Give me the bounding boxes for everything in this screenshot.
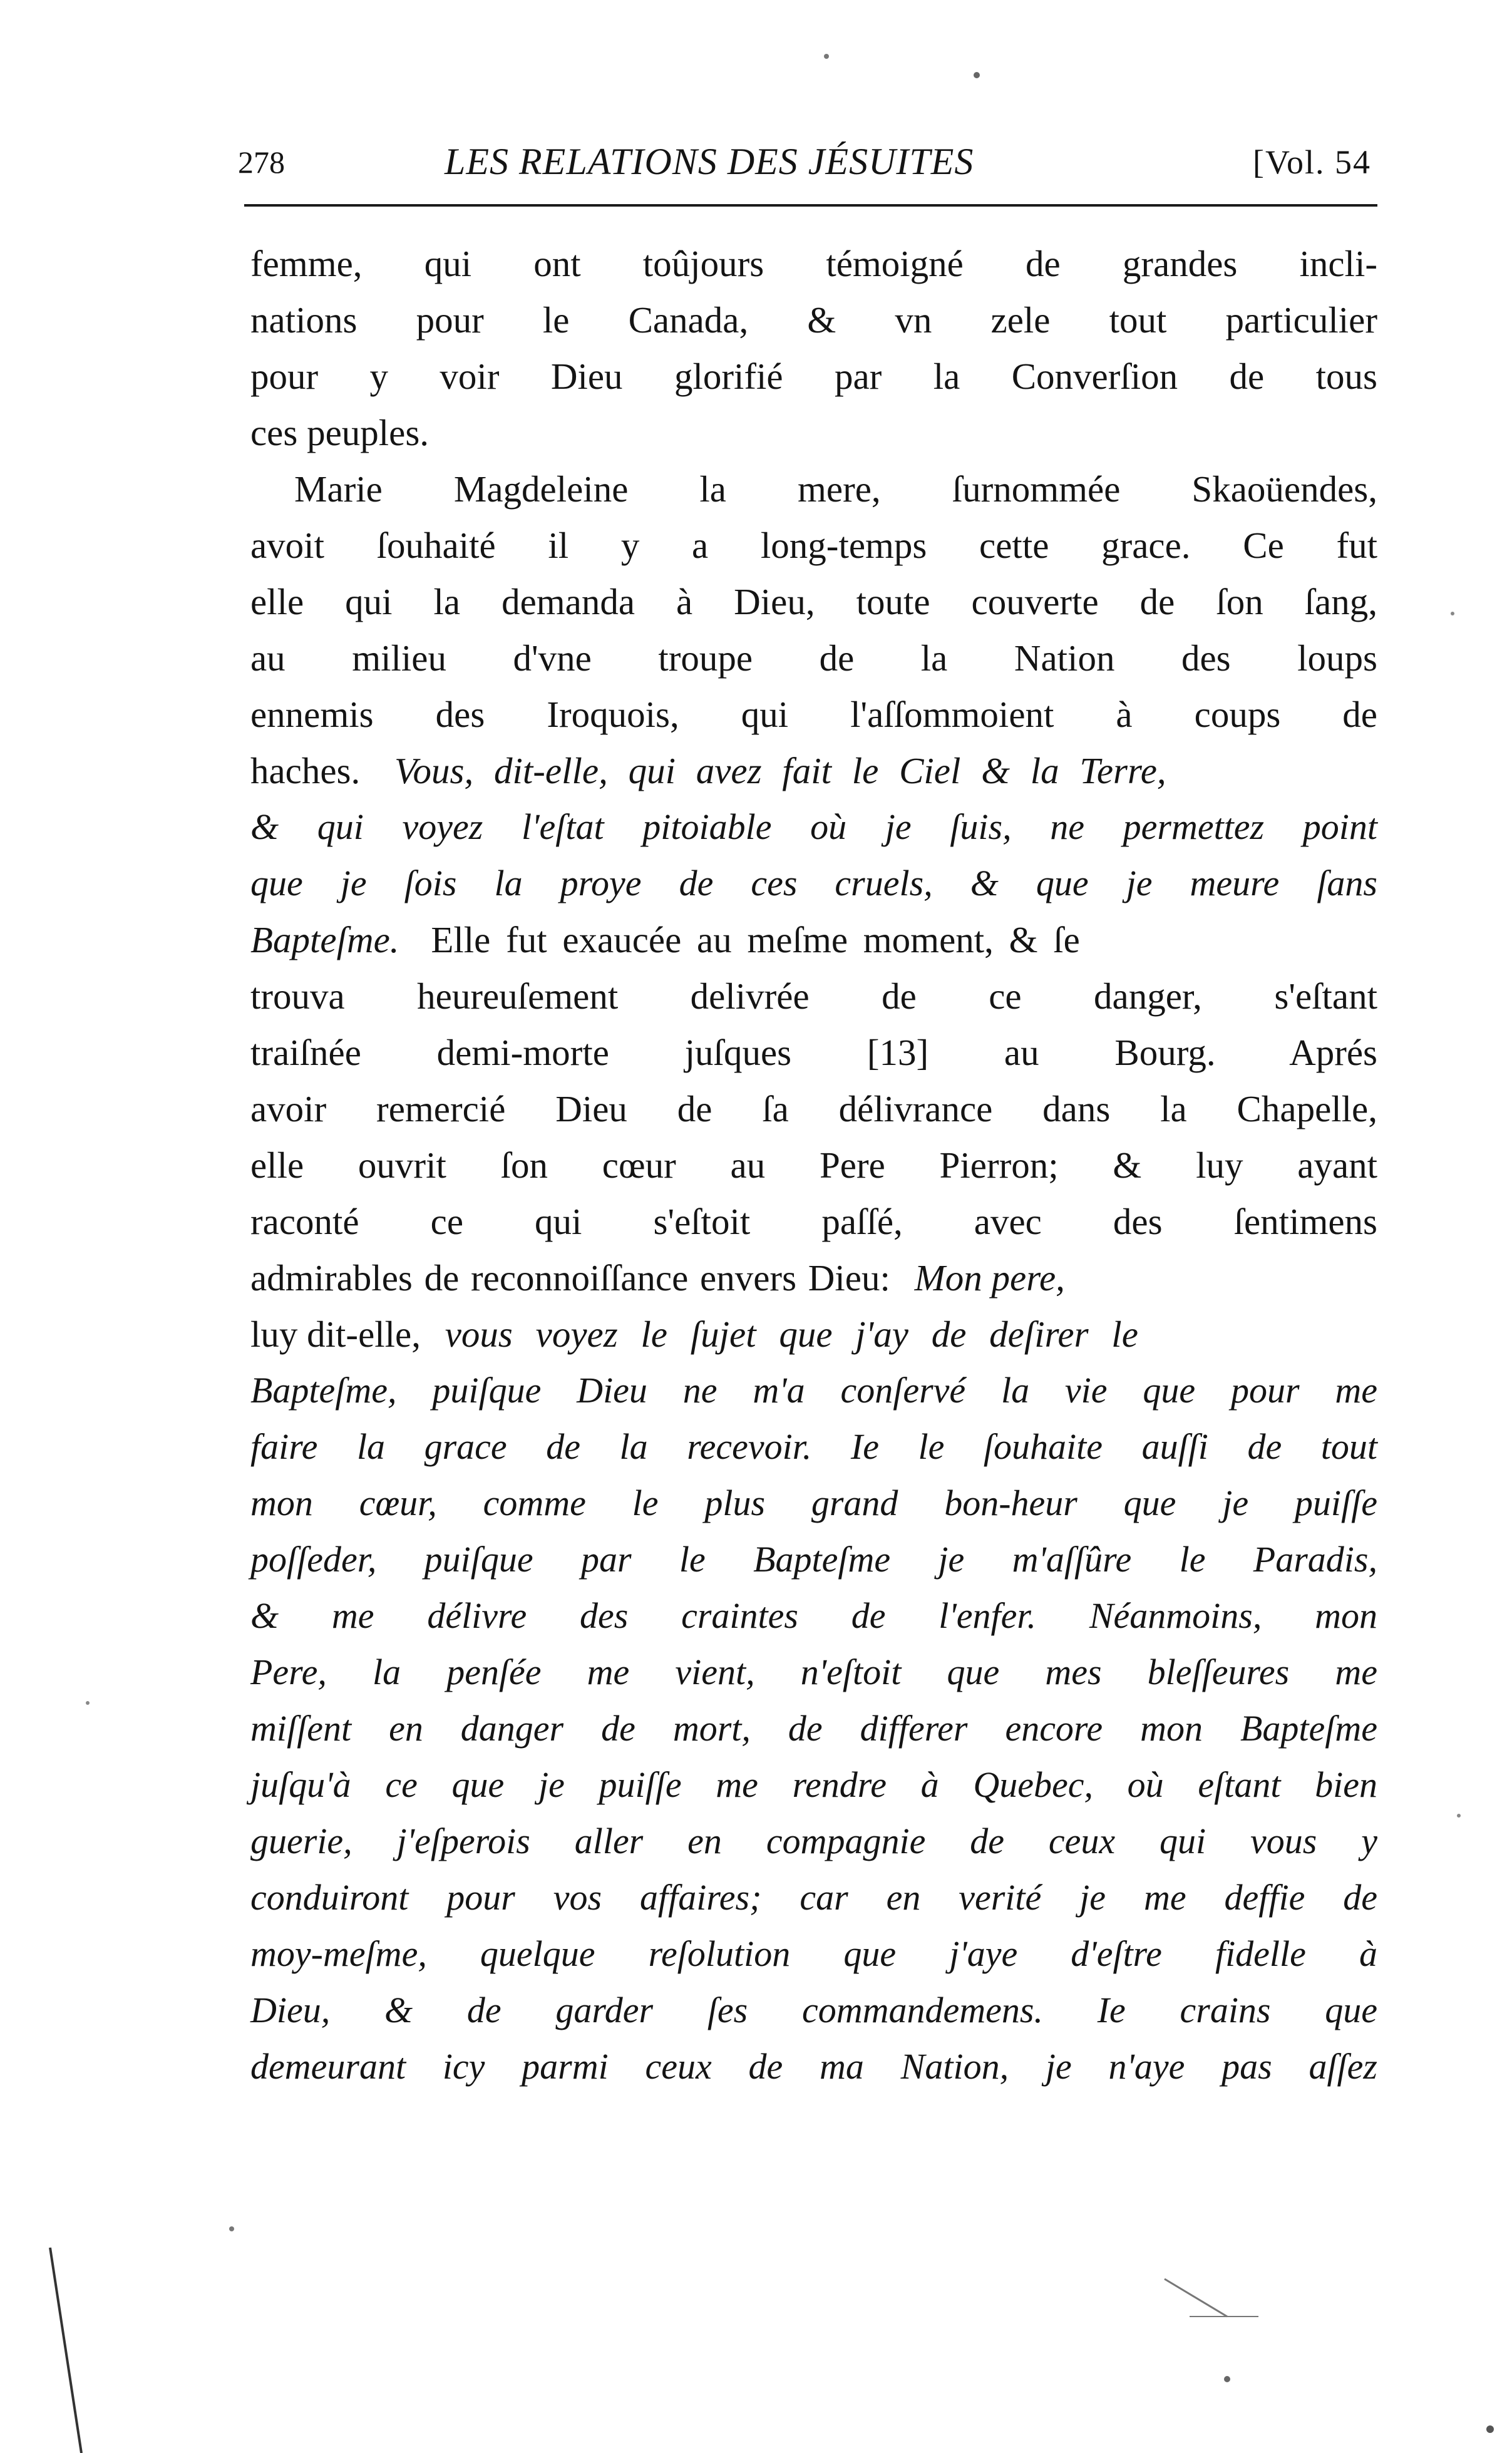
text-line: Marie Magdeleine la mere, ſurnommée Skaoüendes, — [294, 468, 1377, 510]
text-line: pour y voir Dieu glorifié par la Converſion de tous — [250, 356, 1377, 397]
text-line-italic: que je ſois la proye de ces cruels, & que je meure ſans — [250, 863, 1377, 903]
text-segment: haches. — [250, 750, 361, 791]
page-header — [238, 135, 1371, 192]
text-line-mixed — [250, 1250, 1377, 1306]
text-segment: admirables de reconnoiſſance envers Dieu: — [250, 1257, 890, 1298]
scan-speck — [229, 2226, 234, 2231]
text-line-italic: Dieu, & de garder ſes commandemens. Ie crains que — [250, 1990, 1377, 2030]
text-line-mixed — [250, 912, 1377, 968]
text-line: avoir remercié Dieu de ſa délivrance dans la Chapelle, — [250, 1088, 1377, 1129]
header-rule — [244, 204, 1377, 207]
text-line-italic: juſqu'à ce que je puiſſe me rendre à Quebec, où eſtant bien — [250, 1764, 1377, 1805]
text-line-italic: guerie, j'eſperois aller en compagnie de ceux qui vous y — [250, 1821, 1377, 1861]
scan-speck — [1224, 2376, 1230, 2382]
text-line-italic: Bapteſme, puiſque Dieu ne m'a conſervé la vie que pour me — [250, 1370, 1377, 1411]
text-line-italic: faire la grace de la recevoir. Ie le ſouhaite auſſi de tout — [250, 1426, 1377, 1467]
text-line: au milieu d'vne troupe de la Nation des loups — [250, 637, 1377, 679]
text-line-italic: demeurant icy parmi ceux de ma Nation, je n'aye pas aſſez — [250, 2046, 1377, 2087]
text-body — [250, 235, 1377, 2095]
page-number: 278 — [238, 145, 285, 180]
text-line-italic: & qui voyez l'eſtat pitoiable où je ſuis, ne permettez point — [250, 806, 1377, 847]
italic-segment: Vous, dit-elle, qui avez fait le Ciel & la Terre, — [394, 750, 1166, 791]
scan-speck — [1451, 612, 1454, 615]
text-segment: Elle fut exaucée au meſme moment, & ſe — [431, 919, 1080, 960]
text-line-mixed — [250, 743, 1377, 799]
text-line-italic: moy-meſme, quelque reſolution que j'aye d'eſtre fidelle à — [250, 1933, 1377, 1974]
italic-segment: Bapteſme. — [250, 919, 399, 960]
text-line: traiſnée demi-morte juſques [13] au Bourg. Aprés — [250, 1032, 1377, 1073]
text-line-italic: Pere, la penſée me vient, n'eſtoit que mes bleſſeures me — [250, 1652, 1377, 1692]
scan-speck — [1457, 1814, 1461, 1818]
text-line: trouva heureuſement delivrée de ce danger, s'eſtant — [250, 975, 1377, 1017]
text-line-italic: mon cœur, comme le plus grand bon-heur que je puiſſe — [250, 1483, 1377, 1523]
text-line: raconté ce qui s'eſtoit paſſé, avec des ſentimens — [250, 1201, 1377, 1242]
text-line: avoit ſouhaité il y a long-temps cette grace. Ce fut — [250, 525, 1377, 566]
running-title: LES RELATIONS DES JÉSUITES — [445, 141, 974, 182]
text-line-italic: & me délivre des craintes de l'enfer. Néanmoins, mon — [250, 1595, 1377, 1636]
scan-speck — [824, 54, 829, 59]
text-line-italic: miſſent en danger de mort, de differer encore mon Bapteſme — [250, 1708, 1377, 1749]
text-line: elle ouvrit ſon cœur au Pere Pierron; & luy ayant — [250, 1144, 1377, 1186]
scan-speck — [974, 72, 980, 78]
text-segment: luy dit-elle, — [250, 1314, 421, 1355]
scan-speck — [1486, 2425, 1494, 2433]
volume-reference: [Vol. 54 — [1252, 143, 1371, 181]
scan-speck — [86, 1701, 90, 1705]
text-line-mixed — [250, 1306, 1377, 1362]
italic-segment: vous voyez le ſujet que j'ay de deſirer le — [445, 1314, 1138, 1355]
scan-stroke — [1165, 2279, 1227, 2317]
text-line: elle qui la demanda à Dieu, toute couverte de ſon ſang, — [250, 581, 1377, 622]
text-line: nations pour le Canada, & vn zele tout particulier — [250, 299, 1377, 341]
italic-segment: Mon pere, — [914, 1257, 1065, 1298]
text-line-italic: conduiront pour vos affaires; car en verité je me deffie de — [250, 1877, 1377, 1918]
text-line-italic: poſſeder, puiſque par le Bapteſme je m'aſſûre le Paradis, — [250, 1539, 1377, 1580]
text-line: femme, qui ont toûjours témoigné de grandes incli- — [250, 243, 1377, 284]
text-line: ces peuples. — [250, 412, 429, 453]
scan-stroke — [50, 2248, 81, 2453]
text-line: ennemis des Iroquois, qui l'aſſommoient à coups de — [250, 694, 1377, 735]
